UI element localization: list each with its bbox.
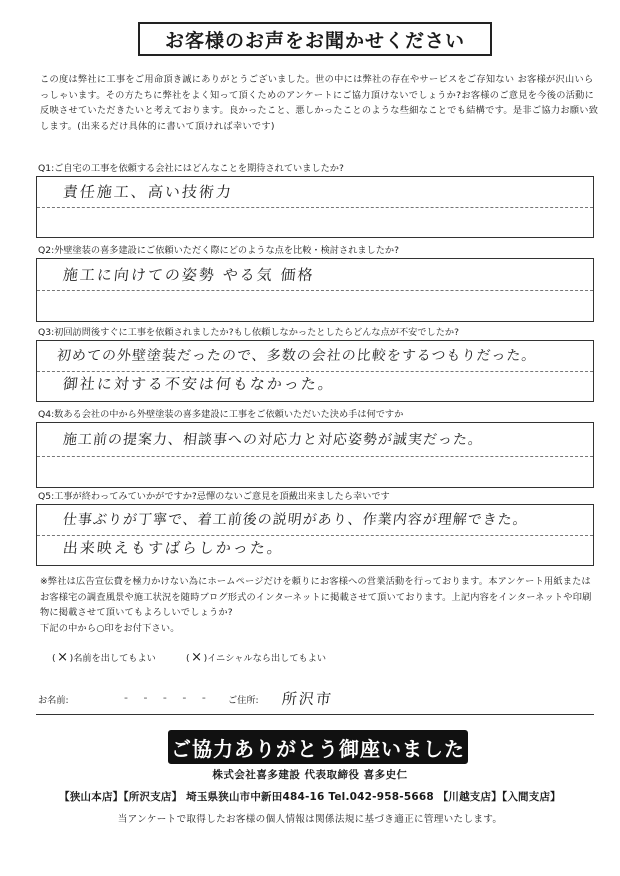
answer-rule — [37, 456, 593, 457]
choice-name-ok-mark: × — [57, 650, 69, 665]
question-5-label: Q5:工事が終わってみていかがですか?忌憚のないご意見を頂戴出来ましたら幸いです — [38, 491, 390, 502]
question-5-answer-box — [36, 504, 594, 566]
name-label: お名前: — [38, 695, 69, 706]
choice-initials-ok[interactable]: ( × )イニシャルなら出してもよい — [186, 650, 327, 665]
notice-text: ※弊社は広告宣伝費を極力かけない為にホームページだけを頼りにお客様への営業活動を行っております。本アンケート用紙またはお客様宅の調査風景や施工状況を随時ブログ形式のインターネットに掲載させて頂いております。上記内容をインターネットや印刷物に掲載させて頂いてもよろしいでしょうか? — [40, 576, 592, 618]
question-1-answer-box — [36, 176, 594, 238]
page-title: お客様のお声をお聞かせください — [138, 22, 492, 56]
select-prompt: 下記の中から○印をお付下さい。 — [40, 622, 180, 634]
answer-rule — [37, 207, 593, 208]
answer-rule — [37, 290, 593, 291]
company-line: 株式会社喜多建設 代表取締役 喜多史仁 — [212, 769, 408, 781]
address-label: ご住所: — [228, 695, 259, 706]
question-4-label: Q4:数ある会社の中から外壁塗装の喜多建設に工事をご依頼いただいた決め手は何ですか — [38, 409, 404, 420]
choice-initials-ok-mark: × — [191, 650, 203, 665]
question-3-answer-line-1: 初めての外壁塗装だったので、多数の会社の比較をするつもりだった。 — [56, 348, 538, 364]
choice-name-ok[interactable]: ( × )名前を出してもよい — [52, 650, 156, 665]
question-1-label: Q1:ご自宅の工事を依頼する会社にはどんなことを期待されていましたか? — [38, 163, 344, 174]
branches-line: 【狭山本店】【所沢支店】 埼玉県狭山市中新田484-16 Tel.042-958-5668 【川越支店】【入間支店】 — [59, 791, 561, 803]
answer-rule — [37, 371, 593, 372]
choice-name-ok-label: 名前を出してもよい — [73, 653, 156, 664]
question-2-answer-box — [36, 258, 594, 322]
question-3-label: Q3:初回訪問後すぐに工事を依頼されましたか?もし依頼しなかったとしたらどんな点が不安でしたか? — [38, 327, 459, 338]
privacy-note: 当アンケートで取得したお客様の個人情報は関係法規に基づき適正に管理いたします。 — [117, 814, 503, 825]
choice-initials-ok-label: イニシャルなら出してもよい — [207, 653, 327, 664]
question-2-label: Q2:外壁塗装の喜多建設にご依頼いただく際にどのような点を比較・検討されましたか? — [38, 245, 399, 256]
answer-rule — [37, 535, 593, 536]
name-value: - - - - - — [124, 691, 212, 704]
question-4-answer-box — [36, 422, 594, 488]
intro-text: この度は弊社に工事をご用命頂き誠にありがとうございました。世の中には弊社の存在やサービスをご存知ない お客様が沢山いらっしゃいます。その方たちに弊社をよく知って頂くためのアンケートにご協力頂けないでしょうか?お客様のご意見を今後の活動に反映させていただきたいと考えております。良かったこと、悪しかったことのような些細なことでも結構です。是非ご協力お願い致します。(出来るだけ具体的に書いて頂ければ幸いです) — [40, 74, 599, 132]
name-address-row — [36, 690, 594, 715]
question-3-answer-line-2: 御社に対する不安は何もなかった。 — [62, 375, 336, 393]
question-4-answer-line-1: 施工前の提案力、相談事への対応力と対応姿勢が誠実だった。 — [62, 432, 484, 448]
publication-notice — [40, 574, 600, 636]
question-5-answer-line-2: 出来映えもすばらしかった。 — [62, 539, 285, 557]
question-3-answer-box — [36, 340, 594, 402]
question-2-answer-line-1: 施工に向けての姿勢 やる気 価格 — [62, 266, 316, 284]
address-value: 所沢市 — [281, 690, 334, 708]
question-5-answer-line-1: 仕事ぶりが丁寧で、着工前後の説明があり、作業内容が理解できた。 — [62, 512, 529, 528]
question-1-answer-line-1: 責任施工、高い技術力 — [62, 183, 234, 201]
thanks-banner: ご協力ありがとう御座いました — [168, 730, 468, 764]
